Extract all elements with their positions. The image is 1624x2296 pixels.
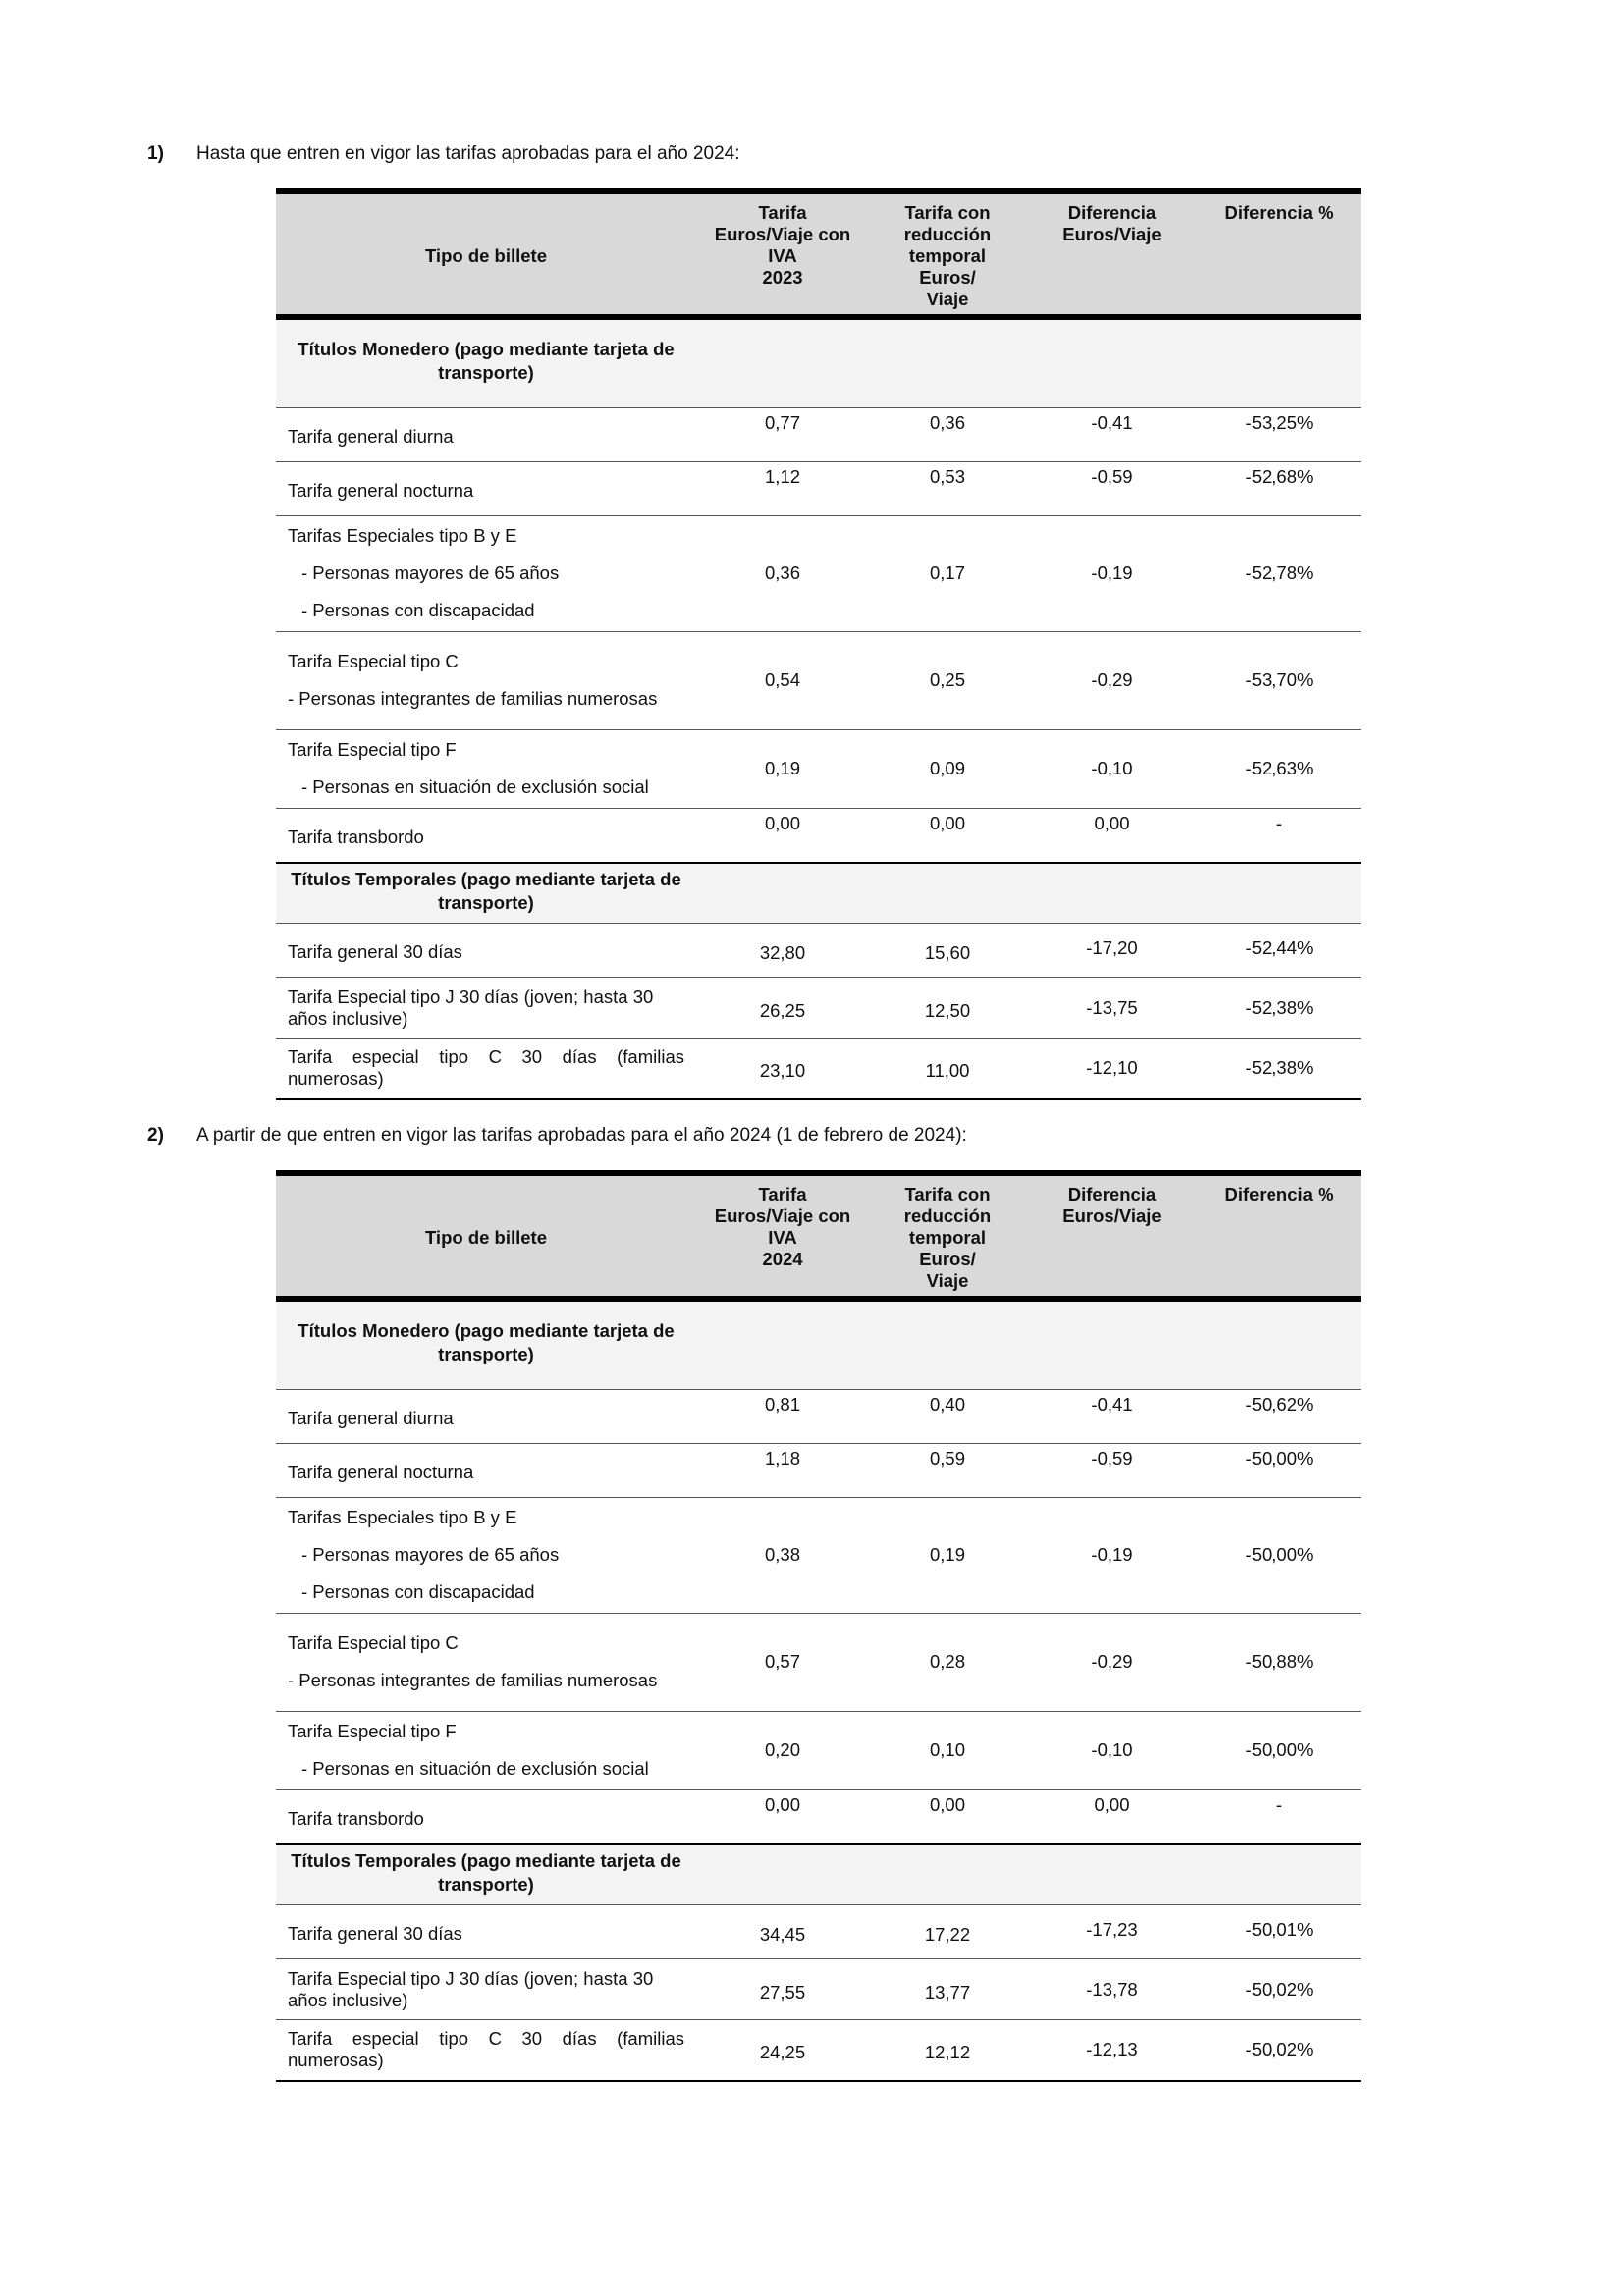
table-row (276, 1443, 1361, 1497)
row-label: Tarifa general diurna (276, 407, 696, 461)
cell-porcentaje: -50,01% (1198, 1905, 1361, 1959)
header-line: Tarifa con (904, 1184, 991, 1204)
cell-reducida: 0,10 (869, 1711, 1026, 1789)
cell-porcentaje: -50,00% (1198, 1443, 1361, 1497)
cell-reducida: 17,22 (869, 1905, 1026, 1959)
section-number: 1) (147, 143, 164, 164)
cell-porcentaje: -52,38% (1198, 978, 1361, 1039)
header-line: Euros/Viaje (1062, 1205, 1162, 1226)
cell-diferencia: -12,13 (1026, 2020, 1198, 2081)
header-line: Tarifa con (904, 202, 991, 223)
table-row (276, 978, 1361, 1039)
row-label: Tarifa Especial tipo J 30 días (joven; hasta 30 años inclusive) (276, 978, 696, 1039)
cell-reducida: 0,59 (869, 1443, 1026, 1497)
cell-diferencia: -0,19 (1026, 1497, 1198, 1613)
table-row (276, 924, 1361, 978)
header-line: 2023 (762, 267, 803, 288)
cell-diferencia: -0,59 (1026, 1443, 1198, 1497)
cell-tarifa: 0,36 (696, 515, 869, 631)
cell-tarifa: 0,77 (696, 407, 869, 461)
header-line: Euros/Viaje (1062, 224, 1162, 244)
group-row-monedero (276, 317, 1361, 407)
empty-cell (869, 1844, 1026, 1905)
header-tarifa (696, 1173, 869, 1299)
row-label-main: Tarifa Especial tipo F (288, 739, 457, 760)
empty-cell (1198, 1844, 1361, 1905)
cell-tarifa: 1,18 (696, 1443, 869, 1497)
table-row (276, 1711, 1361, 1789)
header-line: reducción (903, 1205, 992, 1226)
table-header-row (276, 191, 1361, 317)
row-label: Tarifa general 30 días (276, 924, 696, 978)
group-label: Títulos Temporales (pago mediante tarjeta de transporte) (276, 863, 696, 924)
header-line: Viaje (926, 1270, 969, 1291)
table-row (276, 631, 1361, 729)
table-row (276, 1497, 1361, 1613)
row-label (276, 631, 696, 729)
row-label: Tarifa general nocturna (276, 461, 696, 515)
row-label: Tarifa general diurna (276, 1389, 696, 1443)
table-row (276, 1905, 1361, 1959)
row-label-main: Tarifa Especial tipo C (288, 1632, 459, 1653)
cell-porcentaje: -50,88% (1198, 1613, 1361, 1711)
header-diferencia-euros (1026, 1173, 1198, 1299)
fare-table-2023 (276, 188, 1361, 1100)
cell-tarifa: 24,25 (696, 2020, 869, 2081)
row-label: Tarifa transbordo (276, 1789, 696, 1844)
row-label: Tarifa Especial tipo J 30 días (joven; hasta 30 años inclusive) (276, 1959, 696, 2020)
table-row (276, 808, 1361, 863)
group-row-temporales (276, 863, 1361, 924)
table-row (276, 1959, 1361, 2020)
header-line: Diferencia (1067, 1184, 1157, 1204)
cell-porcentaje: -50,02% (1198, 2020, 1361, 2081)
row-label-main: Tarifas Especiales tipo B y E (288, 1507, 517, 1527)
cell-reducida: 11,00 (869, 1039, 1026, 1099)
cell-reducida: 12,50 (869, 978, 1026, 1039)
cell-tarifa: 0,38 (696, 1497, 869, 1613)
cell-diferencia: -0,41 (1026, 1389, 1198, 1443)
empty-cell (1026, 317, 1198, 407)
row-label (276, 515, 696, 631)
table-header-row (276, 1173, 1361, 1299)
table-row (276, 461, 1361, 515)
empty-cell (696, 863, 869, 924)
cell-porcentaje: -50,02% (1198, 1959, 1361, 2020)
header-line: Tarifa (758, 202, 807, 223)
cell-porcentaje: -53,25% (1198, 407, 1361, 461)
cell-reducida: 0,09 (869, 729, 1026, 808)
row-label (276, 1711, 696, 1789)
empty-cell (1198, 317, 1361, 407)
cell-porcentaje: - (1198, 1789, 1361, 1844)
row-label-main: Tarifa Especial tipo F (288, 1721, 457, 1741)
row-label-main: Tarifas Especiales tipo B y E (288, 525, 517, 546)
row-label-main: Tarifa Especial tipo C (288, 651, 459, 671)
header-line: IVA (768, 245, 797, 266)
table-row (276, 729, 1361, 808)
header-tipo-billete: Tipo de billete (276, 1173, 696, 1299)
cell-diferencia: -0,10 (1026, 729, 1198, 808)
cell-diferencia: -17,23 (1026, 1905, 1198, 1959)
header-line: Euros/ (919, 267, 976, 288)
cell-tarifa: 27,55 (696, 1959, 869, 2020)
cell-tarifa: 0,54 (696, 631, 869, 729)
cell-diferencia: -0,10 (1026, 1711, 1198, 1789)
table-row (276, 1389, 1361, 1443)
cell-porcentaje: -53,70% (1198, 631, 1361, 729)
empty-cell (696, 1299, 869, 1389)
cell-porcentaje: -50,00% (1198, 1711, 1361, 1789)
cell-reducida: 15,60 (869, 924, 1026, 978)
group-label: Títulos Temporales (pago mediante tarjeta de transporte) (276, 1844, 696, 1905)
row-label (276, 1497, 696, 1613)
table-row (276, 1613, 1361, 1711)
cell-diferencia: -0,29 (1026, 631, 1198, 729)
header-tarifa-reducida (869, 191, 1026, 317)
cell-reducida: 0,28 (869, 1613, 1026, 1711)
header-line: IVA (768, 1227, 797, 1248)
empty-cell (696, 317, 869, 407)
section-heading-text: A partir de que entren en vigor las tarifas aprobadas para el año 2024 (1 de febrero de 2024): (196, 1125, 967, 1146)
header-line: Euros/Viaje con (714, 224, 851, 244)
cell-porcentaje: -52,38% (1198, 1039, 1361, 1099)
header-diferencia-pct: Diferencia % (1198, 191, 1361, 317)
cell-tarifa: 0,19 (696, 729, 869, 808)
header-tarifa (696, 191, 869, 317)
cell-porcentaje: -50,00% (1198, 1497, 1361, 1613)
row-label-sub: - Personas en situación de exclusión social (301, 776, 649, 797)
header-line: Viaje (926, 289, 969, 309)
section-1-heading (147, 143, 739, 165)
row-label: Tarifa general nocturna (276, 1443, 696, 1497)
header-diferencia-pct: Diferencia % (1198, 1173, 1361, 1299)
cell-diferencia: -0,59 (1026, 461, 1198, 515)
group-label: Títulos Monedero (pago mediante tarjeta de transporte) (276, 1299, 696, 1389)
cell-porcentaje: -52,44% (1198, 924, 1361, 978)
cell-tarifa: 0,00 (696, 808, 869, 863)
header-line: temporal (908, 245, 987, 266)
row-label-sub: - Personas mayores de 65 años (301, 1544, 560, 1565)
cell-reducida: 0,19 (869, 1497, 1026, 1613)
header-tipo-billete: Tipo de billete (276, 191, 696, 317)
row-label: Tarifa general 30 días (276, 1905, 696, 1959)
cell-tarifa: 0,20 (696, 1711, 869, 1789)
cell-reducida: 12,12 (869, 2020, 1026, 2081)
header-line: temporal (908, 1227, 987, 1248)
cell-tarifa: 0,00 (696, 1789, 869, 1844)
row-label-sub: - Personas con discapacidad (301, 1581, 535, 1602)
cell-diferencia: -13,78 (1026, 1959, 1198, 2020)
empty-cell (869, 1299, 1026, 1389)
cell-tarifa: 0,57 (696, 1613, 869, 1711)
empty-cell (1026, 1299, 1198, 1389)
table-row (276, 1789, 1361, 1844)
header-tarifa-reducida (869, 1173, 1026, 1299)
empty-cell (869, 863, 1026, 924)
cell-diferencia: -0,29 (1026, 1613, 1198, 1711)
cell-tarifa: 23,10 (696, 1039, 869, 1099)
cell-tarifa: 34,45 (696, 1905, 869, 1959)
empty-cell (1198, 1299, 1361, 1389)
group-row-temporales (276, 1844, 1361, 1905)
group-row-monedero (276, 1299, 1361, 1389)
header-line: Tarifa (758, 1184, 807, 1204)
cell-porcentaje: -52,63% (1198, 729, 1361, 808)
cell-diferencia: -0,19 (1026, 515, 1198, 631)
row-label-sub: - Personas con discapacidad (301, 600, 535, 620)
cell-porcentaje: -52,68% (1198, 461, 1361, 515)
row-label-sub: - Personas integrantes de familias numerosas (288, 688, 658, 709)
table-row (276, 515, 1361, 631)
table-row (276, 2020, 1361, 2081)
header-line: 2024 (762, 1249, 803, 1269)
header-line: reducción (903, 224, 992, 244)
cell-diferencia: -12,10 (1026, 1039, 1198, 1099)
fare-table-2024 (276, 1170, 1361, 2082)
cell-reducida: 0,53 (869, 461, 1026, 515)
cell-reducida: 0,17 (869, 515, 1026, 631)
row-label-sub: - Personas en situación de exclusión social (301, 1758, 649, 1779)
empty-cell (1198, 863, 1361, 924)
cell-diferencia: 0,00 (1026, 1789, 1198, 1844)
cell-reducida: 0,40 (869, 1389, 1026, 1443)
cell-tarifa: 32,80 (696, 924, 869, 978)
row-label: Tarifa especial tipo C 30 días (familias numerosas) (276, 2020, 696, 2081)
cell-reducida: 0,36 (869, 407, 1026, 461)
empty-cell (1026, 863, 1198, 924)
empty-cell (696, 1844, 869, 1905)
cell-porcentaje: - (1198, 808, 1361, 863)
empty-cell (1026, 1844, 1198, 1905)
table-row (276, 1039, 1361, 1099)
cell-diferencia: -13,75 (1026, 978, 1198, 1039)
cell-reducida: 0,25 (869, 631, 1026, 729)
header-line: Euros/ (919, 1249, 976, 1269)
cell-tarifa: 0,81 (696, 1389, 869, 1443)
cell-porcentaje: -52,78% (1198, 515, 1361, 631)
cell-tarifa: 1,12 (696, 461, 869, 515)
row-label (276, 1613, 696, 1711)
row-label-sub: - Personas mayores de 65 años (301, 562, 560, 583)
row-label (276, 729, 696, 808)
row-label: Tarifa especial tipo C 30 días (familias numerosas) (276, 1039, 696, 1099)
empty-cell (869, 317, 1026, 407)
row-label: Tarifa transbordo (276, 808, 696, 863)
cell-reducida: 13,77 (869, 1959, 1026, 2020)
cell-reducida: 0,00 (869, 1789, 1026, 1844)
section-2-heading (147, 1125, 967, 1147)
header-line: Euros/Viaje con (714, 1205, 851, 1226)
section-heading-text: Hasta que entren en vigor las tarifas aprobadas para el año 2024: (196, 143, 740, 164)
section-number: 2) (147, 1125, 164, 1146)
cell-tarifa: 26,25 (696, 978, 869, 1039)
cell-diferencia: -17,20 (1026, 924, 1198, 978)
cell-diferencia: -0,41 (1026, 407, 1198, 461)
cell-porcentaje: -50,62% (1198, 1389, 1361, 1443)
cell-diferencia: 0,00 (1026, 808, 1198, 863)
row-label-sub: - Personas integrantes de familias numerosas (288, 1670, 658, 1690)
header-diferencia-euros (1026, 191, 1198, 317)
header-line: Diferencia (1067, 202, 1157, 223)
table-row (276, 407, 1361, 461)
cell-reducida: 0,00 (869, 808, 1026, 863)
group-label: Títulos Monedero (pago mediante tarjeta de transporte) (276, 317, 696, 407)
